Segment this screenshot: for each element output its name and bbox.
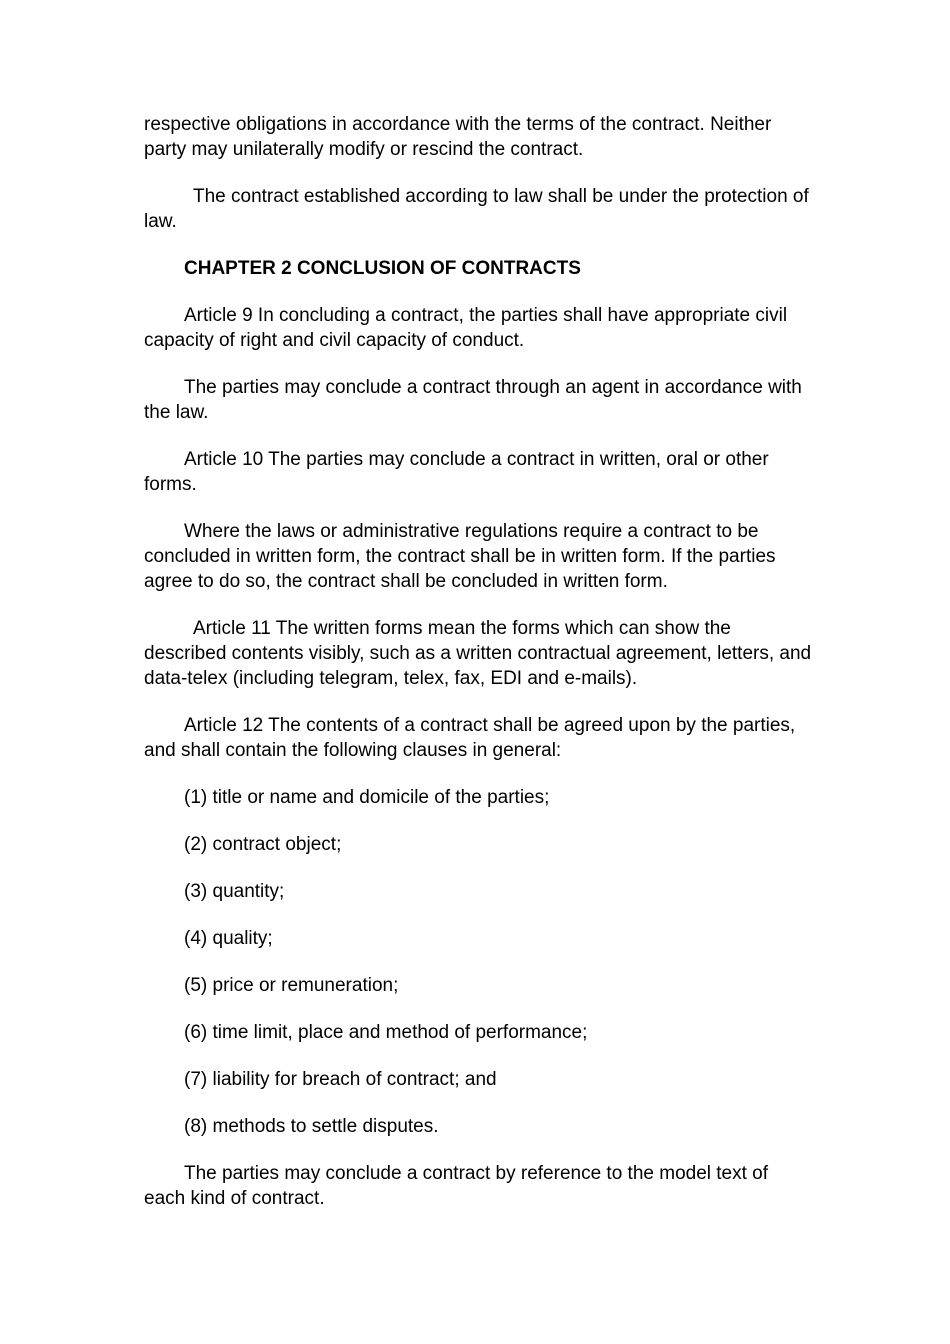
document-page [144,112,812,1233]
paragraph-article-12: Article 12 The contents of a contract shall be agreed upon by the parties, and shall contain the following clauses in general: [144,715,796,761]
clause-item: (1) title or name and domicile of the parties; [184,787,550,808]
paragraph-obligations: respective obligations in accordance with the terms of the contract. Neither party may unilaterally modify or rescind the contract. [144,114,772,160]
paragraph-agent: The parties may conclude a contract through an agent in accordance with the law. [144,377,802,423]
paragraph-article-9: Article 9 In concluding a contract, the parties shall have appropriate civil capacity of right and civil capacity of conduct. [144,305,788,351]
clause-item: (5) price or remuneration; [184,975,399,996]
paragraph-model-text: The parties may conclude a contract by reference to the model text of each kind of contract. [144,1163,769,1209]
clause-item: (7) liability for breach of contract; and [184,1069,497,1090]
clause-item: (4) quality; [184,928,273,949]
clause-item: (8) methods to settle disputes. [184,1116,439,1137]
paragraph-article-10: Article 10 The parties may conclude a contract in written, oral or other forms. [144,449,769,495]
clause-item: (6) time limit, place and method of performance; [184,1022,588,1043]
clause-item: (2) contract object; [184,834,342,855]
paragraph-protection-of-law: The contract established according to law shall be under the protection of law. [144,186,809,232]
clause-item: (3) quantity; [184,881,285,902]
chapter-heading: CHAPTER 2 CONCLUSION OF CONTRACTS [184,258,581,279]
paragraph-written-form: Where the laws or administrative regulations require a contract to be concluded in written form, the contract shall be in written form. If the parties agree to do so, the contract shall be concluded in written form. [144,521,776,592]
paragraph-article-11: Article 11 The written forms mean the forms which can show the described contents visibly, such as a written contractual agreement, letters, and data-telex (including telegram, telex, fax, EDI and e-mails). [144,618,812,689]
